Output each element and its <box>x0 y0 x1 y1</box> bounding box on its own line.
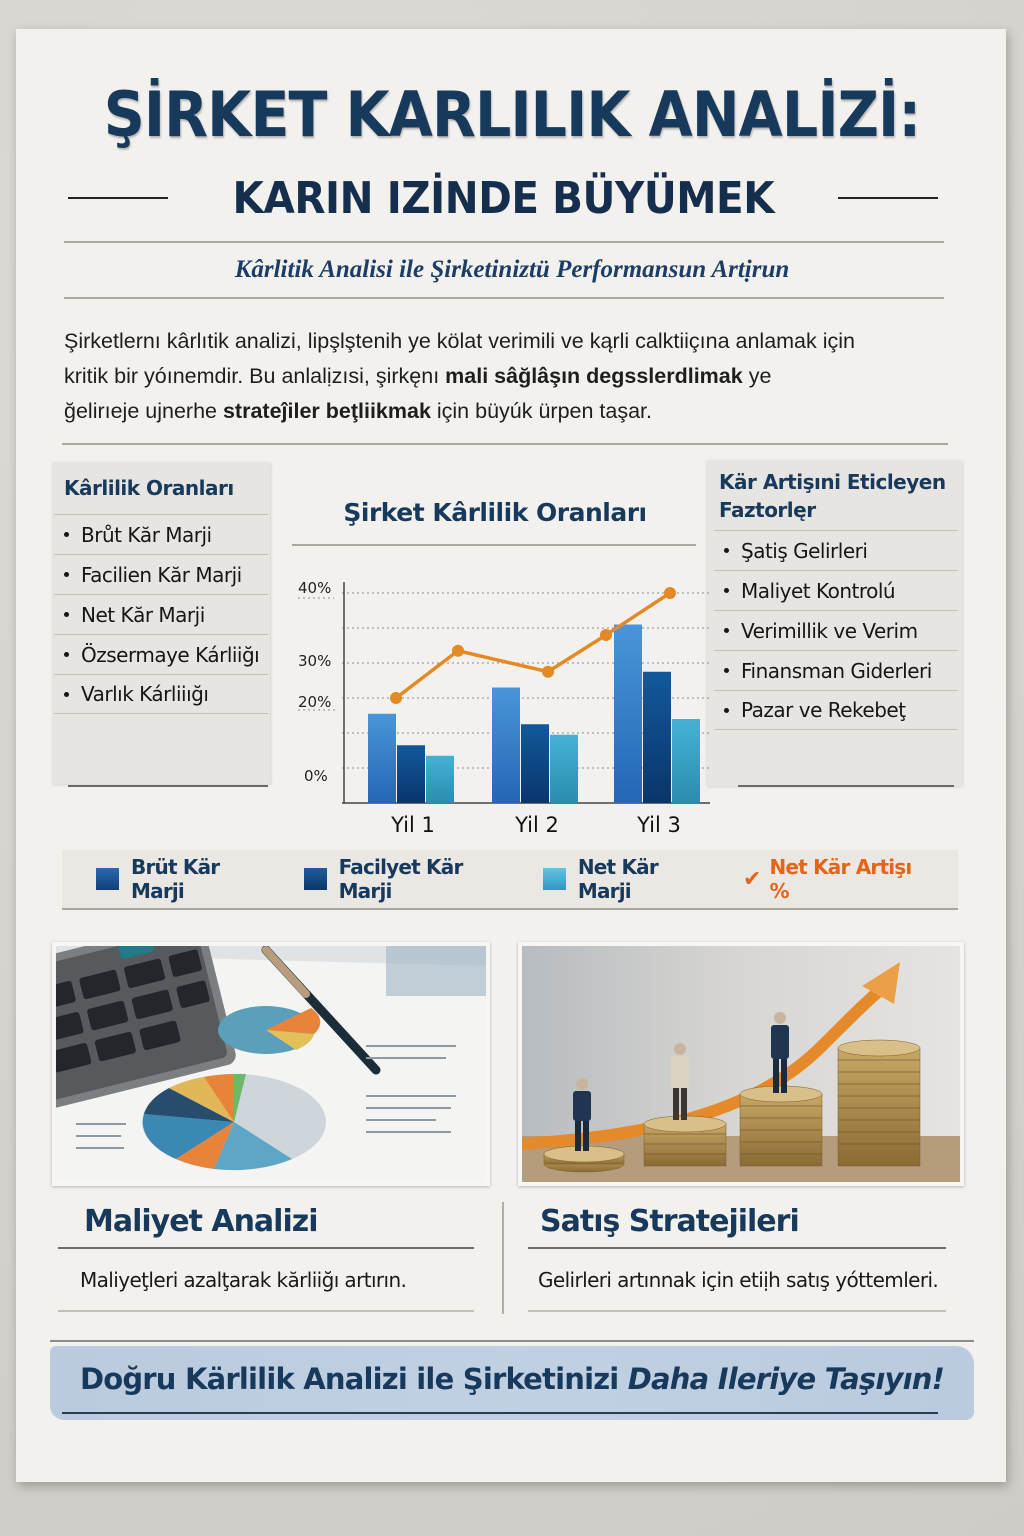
divider <box>738 785 954 787</box>
bullet-icon <box>724 588 729 593</box>
intro-line-1: Şirketlernı kârlıtik analizi, lipşlştenih ye kölat verimili ve kąrli calktiiçına anlamak için <box>64 329 855 353</box>
bar <box>643 672 671 803</box>
intro-emphasis: strateĵiler beţliikmak <box>222 399 431 423</box>
sales-strategy-photo <box>518 942 964 1186</box>
line-point <box>452 645 464 657</box>
intro-text: kritik bir yóınemdir. Bu anlalịzısi, şirkęnı <box>64 364 446 388</box>
legend-swatch-icon <box>543 868 566 890</box>
profitability-chart <box>290 560 710 845</box>
svg-text:Yil 1: Yil 1 <box>391 813 435 837</box>
list-item <box>54 554 268 594</box>
divider <box>58 1247 474 1249</box>
sales-strategies-text: Gelirleri artınnak için etiịh satış yóttemleri. <box>538 1268 939 1292</box>
bullet-icon <box>64 692 69 697</box>
legend-label: Net Kär Marji <box>577 855 658 903</box>
intro-emphasis: mali sâğlâşın degsslerdlimak <box>445 364 743 388</box>
chart-legend <box>62 850 958 910</box>
intro-paragraph <box>64 324 964 429</box>
bar <box>672 719 700 803</box>
bullet-icon <box>724 708 729 713</box>
list-item <box>714 690 958 730</box>
line-point <box>390 692 402 704</box>
bar-series <box>368 625 700 804</box>
list-item-label: Brůt Kăr Marji <box>81 522 212 547</box>
intro-text: ğelirıeje ujnerhe <box>64 399 223 423</box>
cta-text-emphasis: Daha Ileriye Taşıyın! <box>627 1362 945 1396</box>
bar <box>614 625 642 804</box>
divider <box>62 443 948 445</box>
legend-item-net-margin <box>543 855 701 903</box>
bar <box>521 724 549 803</box>
ratios-list <box>54 514 268 714</box>
sales-strategies-title: Satış Stratejileri <box>540 1204 799 1239</box>
divider <box>528 1247 946 1249</box>
divider <box>68 785 268 787</box>
svg-text:20%: 20% <box>298 693 332 711</box>
divider <box>64 297 944 299</box>
decorative-rule-right <box>838 197 938 199</box>
bar <box>426 756 454 803</box>
svg-text:0%: 0% <box>304 767 328 785</box>
list-item <box>54 594 268 634</box>
intro-line-2 <box>64 359 964 394</box>
list-item <box>54 514 268 554</box>
legend-swatch-icon <box>96 868 119 890</box>
list-item <box>714 570 958 610</box>
bullet-icon <box>64 612 69 617</box>
divider <box>528 1310 946 1312</box>
svg-text:30%: 30% <box>298 652 332 670</box>
list-item-label: Özsermaye Kárliiğı <box>81 642 260 667</box>
panel-title <box>706 460 962 538</box>
list-item-label: Net Kăr Marji <box>81 602 205 627</box>
list-item-label: Facilien Kăr Marji <box>81 562 242 587</box>
line-point <box>600 629 612 641</box>
list-item-label: Pazar ve Rekebeţ <box>741 698 906 722</box>
list-item-label: Verimillik ve Verim <box>741 618 918 643</box>
cta-text <box>0 1362 1024 1396</box>
profitability-ratios-panel <box>52 462 270 784</box>
chart-title: Şirket Kârlilik Oranları <box>343 498 647 527</box>
bullet-icon <box>724 548 729 553</box>
divider <box>64 241 944 243</box>
bar <box>397 745 425 803</box>
svg-text:40%: 40% <box>298 579 332 597</box>
line-point <box>542 666 554 678</box>
coins-growth-arrow-image <box>522 946 960 1182</box>
cost-analysis-text: Maliyeţleri azalţarak kărliiğı artırın. <box>80 1268 407 1292</box>
list-item <box>54 634 268 674</box>
bar <box>368 714 396 803</box>
list-item-label: Şatiş Gelirleri <box>741 538 868 563</box>
svg-text:Yil 3: Yil 3 <box>637 813 681 837</box>
bullet-icon <box>64 652 69 657</box>
main-title: ŞİRKET KARLILIK ANALİZİ: <box>103 78 921 151</box>
list-item-label: Varlık Kárliiığı <box>81 682 209 706</box>
divider <box>62 1412 938 1414</box>
legend-label: Facilyet Kär Marji <box>338 855 463 903</box>
legend-item-gross-margin <box>96 855 262 903</box>
cta-text-main: Doğru Kärlilik Analizi ile Şirketinizi <box>79 1362 628 1396</box>
list-item-label: Finansman Giderleri <box>741 658 932 683</box>
bullet-icon <box>724 668 729 673</box>
bullet-icon <box>64 572 69 577</box>
subtitle-row <box>68 168 938 228</box>
legend-label: Brüt Kär Marji <box>131 855 220 903</box>
divider <box>58 1310 474 1312</box>
main-subtitle: KARIN IZİNDE BÜYÜMEK <box>232 172 774 224</box>
legend-swatch-icon <box>304 868 327 890</box>
bar <box>492 688 520 804</box>
intro-text: için büyúk ürpen taşar. <box>430 399 653 423</box>
section-separator <box>502 1202 504 1314</box>
bullet-icon <box>724 628 729 633</box>
divider <box>50 1340 974 1342</box>
y-tick-labels <box>298 579 331 785</box>
bar <box>550 735 578 803</box>
list-item <box>54 674 268 714</box>
cost-analysis-title: Maliyet Analizi <box>84 1204 318 1239</box>
checkmark-icon: ✔ <box>743 866 762 891</box>
profit-factors-panel <box>706 460 962 786</box>
intro-text: ye <box>742 364 772 388</box>
list-item <box>714 610 958 650</box>
intro-line-3 <box>64 394 964 429</box>
list-item-label: Maliyet Kontrolú <box>741 578 896 603</box>
decorative-rule-left <box>68 197 168 199</box>
panel-title-line: Faztorlęr <box>719 498 816 522</box>
panel-title: Kârlilik Oranları <box>64 476 234 500</box>
line-point <box>664 587 676 599</box>
divider <box>292 544 696 546</box>
factors-list <box>714 530 958 730</box>
cost-analysis-photo <box>52 942 490 1186</box>
bullet-icon <box>64 532 69 537</box>
calculator-pie-chart-image <box>56 946 486 1182</box>
panel-title-line: Kär Artişıni Eticleyen <box>719 470 946 494</box>
legend-item-operating-margin <box>304 855 501 903</box>
x-tick-labels <box>390 813 681 837</box>
legend-item-net-growth <box>743 855 916 903</box>
list-item <box>714 530 958 570</box>
tagline: Kârlitik Analisi ile Şirketiniztü Performansun Artịrun <box>234 256 790 283</box>
legend-label: Net Kär Artişı % <box>769 855 912 903</box>
svg-text:Yil 2: Yil 2 <box>515 813 559 837</box>
list-item <box>714 650 958 690</box>
